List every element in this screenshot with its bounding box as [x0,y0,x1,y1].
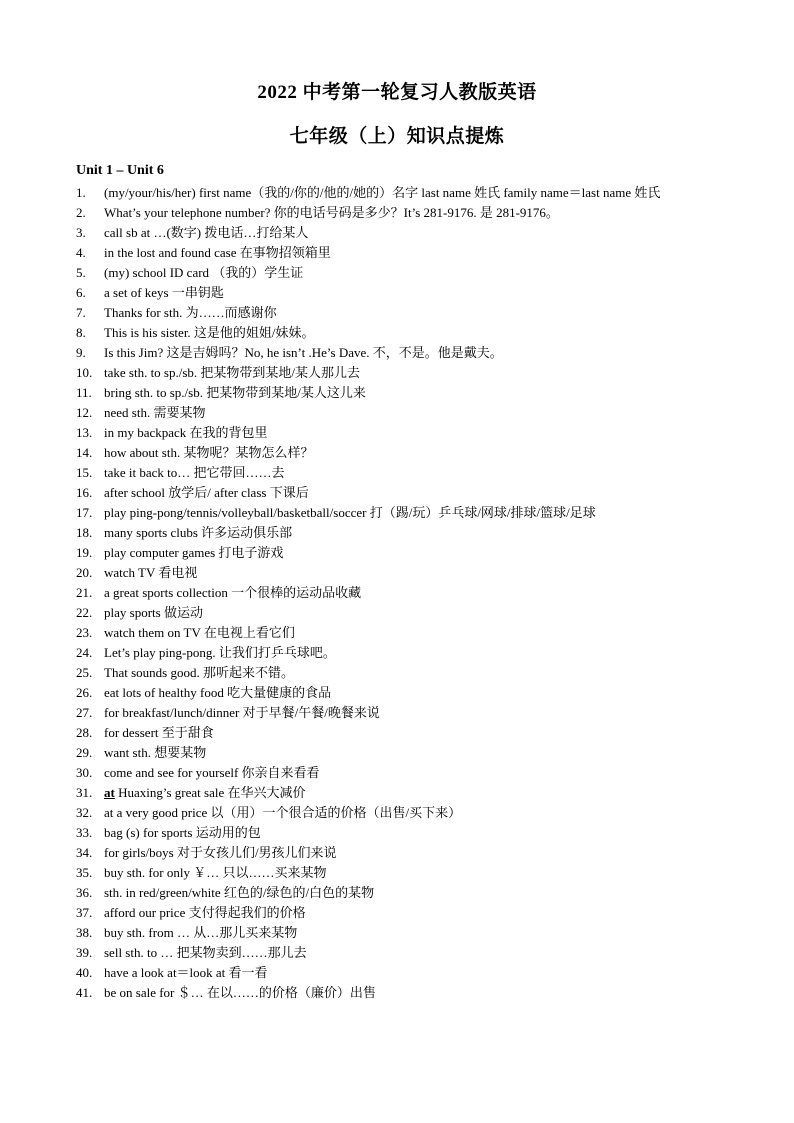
item-text: buy sth. for only ￥… 只以……买来某物 [104,865,327,880]
item-number: 19. [76,545,93,560]
list-item [76,583,726,603]
item-number: 31. [76,785,93,800]
item-text: at a very good price 以（用）一个很合适的价格（出售/买下来） [104,805,462,820]
list-item [76,883,726,903]
item-number: 34. [76,845,93,860]
item-text: Let’s play ping-pong. 让我们打乒乓球吧。 [104,645,336,660]
list-item [76,283,726,303]
item-number: 41. [76,985,93,1000]
list-item [76,983,726,1003]
item-text-emphasis: at [104,785,115,800]
item-text: (my) school ID card （我的）学生证 [104,265,304,280]
item-text: bag (s) for sports 运动用的包 [104,825,261,840]
item-text: want sth. 想要某物 [104,745,207,760]
item-number: 7. [76,305,86,320]
item-text: play computer games 打电子游戏 [104,545,284,560]
item-text: eat lots of healthy food 吃大量健康的食品 [104,685,332,700]
item-text: bring sth. to sp./sb. 把某物带到某地/某人这儿来 [104,385,366,400]
list-item [76,423,726,443]
list-item [76,323,726,343]
list-item [76,803,726,823]
item-text: have a look at＝look at 看一看 [104,965,268,980]
list-item [76,683,726,703]
list-item [76,483,726,503]
item-text: come and see for yourself 你亲自来看看 [104,765,320,780]
item-text: need sth. 需要某物 [104,405,206,420]
item-number: 40. [76,965,93,980]
item-text: play ping-pong/tennis/volleyball/basketball/soccer 打（踢/玩）乒乓球/网球/排球/篮球/足球 [104,505,596,520]
list-item [76,943,726,963]
item-text: afford our price 支付得起我们的价格 [104,905,306,920]
item-text: how about sth. 某物呢？某物怎么样？ [104,445,314,460]
list-item [76,223,726,243]
item-number: 26. [76,685,93,700]
item-text [104,783,726,803]
item-number: 14. [76,445,93,460]
list-item [76,783,726,803]
item-text: Is this Jim? 这是吉姆吗？No, he isn’t .He’s Dave. 不，不是。他是戴夫。 [104,345,503,360]
item-number: 13. [76,425,93,440]
item-number: 1. [76,185,86,200]
list-item [76,303,726,323]
list-item [76,543,726,563]
list-item [76,443,726,463]
item-text: many sports clubs 许多运动俱乐部 [104,525,293,540]
item-number: 32. [76,805,93,820]
item-number: 5. [76,265,86,280]
item-number: 23. [76,625,93,640]
list-item [76,503,726,523]
item-number: 35. [76,865,93,880]
item-text: That sounds good. 那听起来不错。 [104,665,294,680]
list-item [76,643,726,663]
item-text: call sb at …(数字) 拨电话…打给某人 [104,225,309,240]
list-item [76,203,726,223]
list-item [76,663,726,683]
list-item [76,963,726,983]
item-number: 18. [76,525,93,540]
item-number: 29. [76,745,93,760]
list-item [76,383,726,403]
item-number: 22. [76,605,93,620]
item-text: take sth. to sp./sb. 把某物带到某地/某人那儿去 [104,365,361,380]
item-number: 27. [76,705,93,720]
item-number: 28. [76,725,93,740]
list-item [76,623,726,643]
item-text: after school 放学后/ after class 下课后 [104,485,309,500]
item-text: watch TV 看电视 [104,565,198,580]
list-item [76,263,726,283]
item-number: 25. [76,665,93,680]
item-number: 38. [76,925,93,940]
item-number: 30. [76,765,93,780]
list-item [76,843,726,863]
item-text: What’s your telephone number? 你的电话号码是多少？It’s 281-9176. 是 281-9176。 [104,205,559,220]
unit-heading: Unit 1 – Unit 6 [76,163,164,178]
item-text: (my/your/his/her) first name（我的/你的/他的/她的）名字 last name 姓氏 family name＝last name 姓氏 [104,185,661,200]
item-text: for dessert 至于甜食 [104,725,214,740]
item-text: in the lost and found case 在事物招领箱里 [104,245,331,260]
item-number: 15. [76,465,93,480]
item-text: take it back to… 把它带回……去 [104,465,285,480]
item-text: be on sale for ＄… 在以……的价格（廉价）出售 [104,985,376,1000]
item-number: 3. [76,225,86,240]
item-number: 11. [76,385,92,400]
list-item [76,403,726,423]
item-number: 16. [76,485,93,500]
item-number: 17. [76,505,93,520]
item-number: 10. [76,365,93,380]
item-text: a great sports collection 一个很棒的运动品收藏 [104,585,362,600]
item-text: for girls/boys 对于女孩儿们/男孩儿们来说 [104,845,337,860]
item-text: Thanks for sth. 为……而感谢你 [104,305,277,320]
item-text: for breakfast/lunch/dinner 对于早餐/午餐/晚餐来说 [104,705,380,720]
item-text: buy sth. from … 从…那儿买来某物 [104,925,298,940]
list-item [76,243,726,263]
item-number: 12. [76,405,93,420]
item-text: sth. in red/green/white 红色的/绿色的/白色的某物 [104,885,375,900]
list-item [76,903,726,923]
list-item [76,743,726,763]
item-number: 36. [76,885,93,900]
item-text: play sports 做运动 [104,605,203,620]
item-text: in my backpack 在我的背包里 [104,425,268,440]
item-number: 24. [76,645,93,660]
list-item [76,343,726,363]
item-text: watch them on TV 在电视上看它们 [104,625,295,640]
phrase-list [76,183,726,1003]
document-subtitle: 七年级（上）知识点提炼 [289,126,505,147]
item-number: 9. [76,345,86,360]
list-item [76,183,726,203]
item-text: a set of keys 一串钥匙 [104,285,224,300]
list-item [76,923,726,943]
list-item [76,823,726,843]
item-text: sell sth. to … 把某物卖到……那儿去 [104,945,307,960]
list-item [76,603,726,623]
item-number: 2. [76,205,86,220]
item-number: 21. [76,585,93,600]
list-item [76,363,726,383]
item-number: 6. [76,285,86,300]
item-text-rest: Huaxing’s great sale 在华兴大减价 [114,785,306,800]
item-number: 33. [76,825,93,840]
list-item [76,723,726,743]
document-title: 2022 中考第一轮复习人教版英语 [257,82,537,103]
item-number: 37. [76,905,93,920]
list-item [76,703,726,723]
list-item [76,863,726,883]
list-item [76,463,726,483]
list-item [76,763,726,783]
item-number: 39. [76,945,93,960]
list-item [76,523,726,543]
list-item [76,563,726,583]
item-number: 8. [76,325,86,340]
item-number: 4. [76,245,86,260]
item-number: 20. [76,565,93,580]
item-text: This is his sister. 这是他的姐姐/妹妹。 [104,325,315,340]
